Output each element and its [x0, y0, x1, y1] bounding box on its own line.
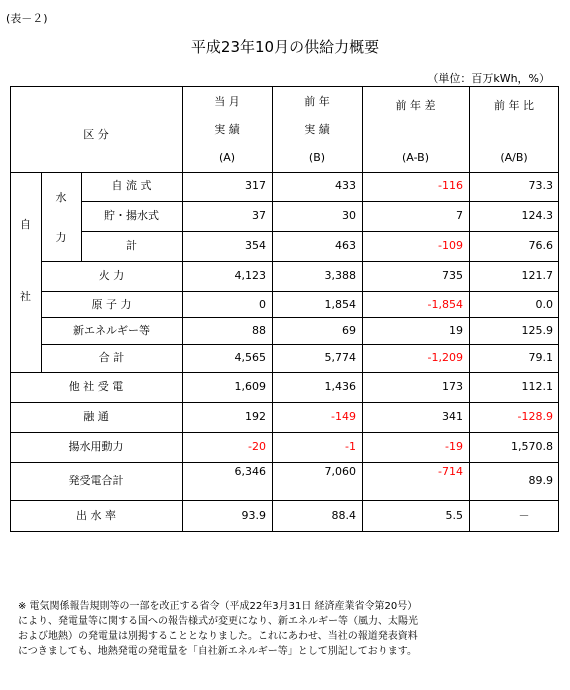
footnote [18, 599, 558, 659]
side-label-ji: 自 [20, 218, 31, 231]
cell-b: -1 [345, 440, 356, 453]
header-d-line3: (A/B) [500, 151, 528, 164]
cell-c: -1,209 [427, 351, 463, 364]
cell-a: 192 [245, 410, 266, 423]
header-c-line1: 前 年 差 [395, 99, 436, 112]
cell-c: 735 [442, 269, 463, 282]
cell-d: 73.3 [528, 179, 553, 192]
cell-d: 89.9 [528, 474, 553, 487]
cell-d: 76.6 [528, 239, 553, 252]
cell-c: -19 [445, 440, 463, 453]
row-label: 発受電合計 [68, 474, 124, 487]
cell-d: － [518, 509, 530, 522]
header-b-line2: 実 績 [304, 123, 330, 136]
row-label: 新エネルギー等 [73, 324, 150, 337]
header-category: 区 分 [83, 128, 109, 141]
row-label: 貯・揚水式 [104, 209, 159, 222]
header-b-line3: (B) [308, 151, 326, 164]
cell-c: 7 [456, 209, 463, 222]
cell-d: 1,570.8 [511, 440, 553, 453]
row-label: 原 子 力 [91, 298, 132, 311]
footnote-line: につきましても、地熱発電の発電量を「自社新エネルギー等」として別記しております。 [18, 646, 417, 657]
cell-b: 433 [335, 179, 356, 192]
cell-a: 93.9 [241, 509, 266, 522]
cell-d: -128.9 [517, 410, 553, 423]
row-label: 融 通 [83, 410, 109, 423]
cell-a: 0 [259, 298, 266, 311]
cell-a: 4,123 [234, 269, 266, 282]
cell-c: -714 [438, 465, 463, 478]
cell-a: 4,565 [234, 351, 266, 364]
cell-b: 3,388 [324, 269, 356, 282]
cell-c: 341 [442, 410, 463, 423]
page-label: (表－２) [6, 12, 48, 25]
cell-a: -20 [248, 440, 266, 453]
cell-d: 112.1 [521, 380, 553, 393]
cell-b: 7,060 [324, 465, 356, 478]
header-a-line1: 当 月 [214, 95, 240, 108]
cell-d: 0.0 [535, 298, 553, 311]
cell-d: 79.1 [528, 351, 553, 364]
unit-label: （単位：百万kWh，%） [427, 72, 550, 85]
cell-a: 1,609 [234, 380, 266, 393]
row-label: 計 [126, 239, 137, 252]
cell-b: 88.4 [331, 509, 356, 522]
cell-b: -149 [331, 410, 356, 423]
cell-b: 1,854 [324, 298, 356, 311]
cell-c: -109 [438, 239, 463, 252]
cell-b: 1,436 [324, 380, 356, 393]
footnote-line: および地熱）の発電量は別掲することとなりました。これにあわせ、当社の報道発表資料 [18, 631, 418, 642]
side-label-sha: 社 [20, 290, 31, 303]
row-label: 出 水 率 [76, 509, 116, 522]
header-a-line2: 実 績 [214, 123, 240, 136]
cell-a: 88 [252, 324, 266, 337]
cell-b: 30 [342, 209, 356, 222]
cell-d: 121.7 [521, 269, 553, 282]
cell-b: 69 [342, 324, 356, 337]
cell-c: -116 [438, 179, 463, 192]
side-label-chikara: 力 [55, 231, 67, 244]
row-label: 合 計 [98, 351, 125, 364]
supply-table [10, 86, 559, 532]
header-b-line1: 前 年 [304, 95, 330, 108]
header-d-line1: 前 年 比 [494, 99, 534, 112]
cell-c: 5.5 [445, 509, 463, 522]
cell-c: 19 [449, 324, 463, 337]
header-a-line3: (A) [218, 151, 236, 164]
header-c-line3: (A-B) [402, 151, 429, 164]
footnote-line: ※ 電気関係報告規則等の一部を改正する省令（平成22年3月31日 経済産業省令第20号） [18, 601, 418, 612]
page-title: 平成23年10月の供給力概要 [190, 38, 380, 56]
row-label: 自 流 式 [111, 179, 152, 192]
row-label: 他 社 受 電 [68, 380, 124, 393]
cell-b: 463 [335, 239, 356, 252]
cell-a: 6,346 [234, 465, 266, 478]
side-label-mizu: 水 [55, 191, 67, 204]
cell-a: 317 [245, 179, 266, 192]
row-label: 火 力 [98, 269, 125, 282]
cell-c: -1,854 [427, 298, 463, 311]
cell-a: 354 [245, 239, 266, 252]
cell-c: 173 [442, 380, 463, 393]
cell-d: 124.3 [521, 209, 553, 222]
cell-b: 5,774 [324, 351, 356, 364]
cell-a: 37 [252, 209, 266, 222]
row-label: 揚水用動力 [68, 440, 124, 453]
footnote-line: により、発電量等に関する国への報告様式が変更になり、新エネルギー等（風力、太陽光 [18, 616, 418, 627]
cell-d: 125.9 [521, 324, 553, 337]
